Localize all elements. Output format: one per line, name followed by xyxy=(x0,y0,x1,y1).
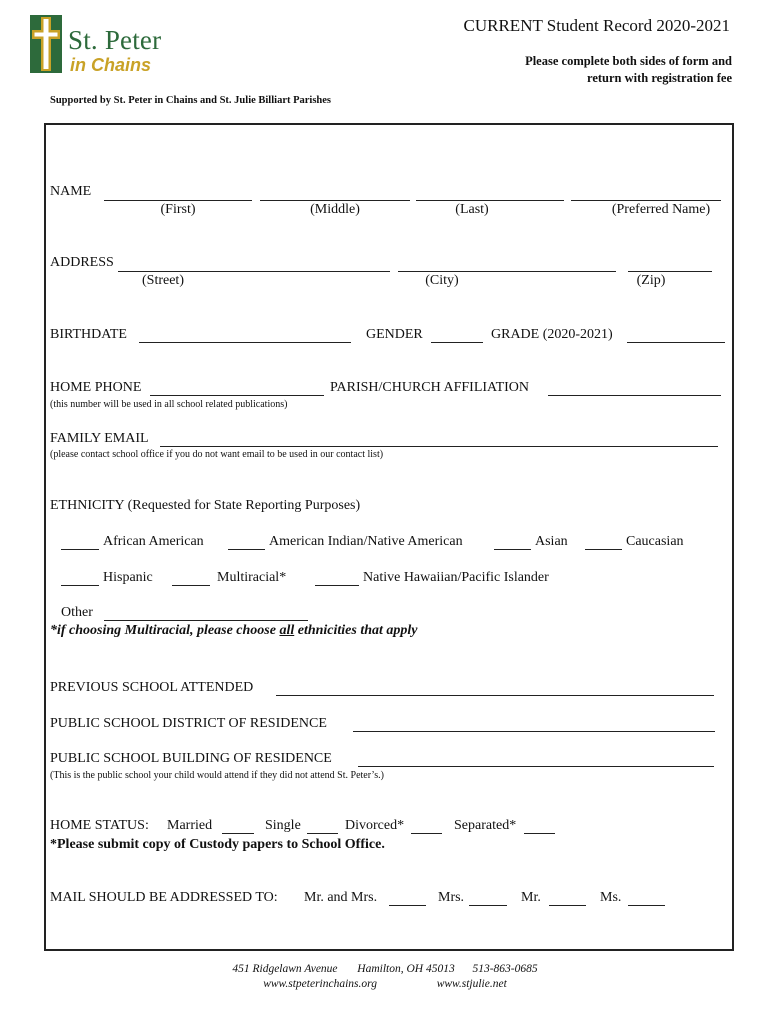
name-label: NAME xyxy=(50,184,92,199)
hispanic-blank[interactable] xyxy=(61,585,99,586)
home-status-label: HOME STATUS: xyxy=(50,818,149,833)
caucasian-label: Caucasian xyxy=(626,534,684,549)
previous-school-field[interactable] xyxy=(276,695,714,696)
other-label: Other xyxy=(61,605,93,620)
african-american-label: African American xyxy=(103,534,204,549)
page-title: CURRENT Student Record 2020-2021 xyxy=(463,16,730,35)
gender-label: GENDER xyxy=(366,327,423,342)
home-phone-field[interactable] xyxy=(150,395,324,396)
phone-note: (this number will be used in all school related publications) xyxy=(50,399,288,410)
grade-field[interactable] xyxy=(627,342,725,343)
instructions xyxy=(525,53,732,87)
middle-label: (Middle) xyxy=(310,202,360,217)
mr-label: Mr. xyxy=(521,890,541,905)
family-email-field[interactable] xyxy=(160,446,718,447)
parish-label: PARISH/CHURCH AFFILIATION xyxy=(330,380,530,395)
mr-blank[interactable] xyxy=(549,905,586,906)
multiracial-label: Multiracial* xyxy=(217,570,287,585)
district-field[interactable] xyxy=(353,731,715,732)
last-label: (Last) xyxy=(455,202,489,217)
mr-and-mrs-blank[interactable] xyxy=(389,905,426,906)
native-american-blank[interactable] xyxy=(228,549,265,550)
logo-text-sub: in Chains xyxy=(70,55,152,75)
mrs-label: Mrs. xyxy=(438,890,465,905)
divorced-blank[interactable] xyxy=(411,833,442,834)
building-note: (This is the public school your child would attend if they did not attend St. Peter’s.) xyxy=(50,770,384,781)
ms-label: Ms. xyxy=(600,890,622,905)
preferred-name-field[interactable] xyxy=(571,200,721,201)
asian-blank[interactable] xyxy=(494,549,531,550)
single-label: Single xyxy=(265,818,301,833)
city-field[interactable] xyxy=(398,271,616,272)
address-label: ADDRESS xyxy=(50,255,114,270)
ms-blank[interactable] xyxy=(628,905,665,906)
hispanic-label: Hispanic xyxy=(103,570,153,585)
multiracial-note-pre: *if choosing Multiracial, please choose xyxy=(50,623,280,638)
zip-field[interactable] xyxy=(628,271,712,272)
footer-address: 451 Ridgelawn Avenue xyxy=(232,963,338,975)
multiracial-note-all: all xyxy=(279,623,295,638)
district-label: PUBLIC SCHOOL DISTRICT OF RESIDENCE xyxy=(50,716,327,731)
african-american-blank[interactable] xyxy=(61,549,99,550)
footer-web-stjulie[interactable]: www.stjulie.net xyxy=(436,978,507,990)
footer-web xyxy=(0,978,770,990)
birthdate-label: BIRTHDATE xyxy=(50,327,127,342)
city-label: (City) xyxy=(425,273,459,288)
mail-label: MAIL SHOULD BE ADDRESSED TO: xyxy=(50,890,278,905)
gender-field[interactable] xyxy=(431,342,483,343)
zip-label: (Zip) xyxy=(636,273,666,288)
home-phone-label: HOME PHONE xyxy=(50,380,142,395)
hawaiian-blank[interactable] xyxy=(315,585,359,586)
email-note: (please contact school office if you do not want email to be used in our contact list) xyxy=(50,449,384,460)
first-label: (First) xyxy=(160,202,196,217)
separated-label: Separated* xyxy=(454,818,517,833)
caucasian-blank[interactable] xyxy=(585,549,622,550)
school-logo xyxy=(26,13,186,75)
street-field[interactable] xyxy=(118,271,390,272)
mr-and-mrs-label: Mr. and Mrs. xyxy=(304,890,378,905)
footer-phone: 513-863-0685 xyxy=(472,963,538,975)
other-field[interactable] xyxy=(104,620,308,621)
building-field[interactable] xyxy=(358,766,714,767)
previous-school-label: PREVIOUS SCHOOL ATTENDED xyxy=(50,680,254,695)
married-blank[interactable] xyxy=(222,833,254,834)
instruction-line-2: return with registration fee xyxy=(587,71,732,85)
middle-name-field[interactable] xyxy=(260,200,410,201)
building-label: PUBLIC SCHOOL BUILDING OF RESIDENCE xyxy=(50,751,332,766)
mrs-blank[interactable] xyxy=(469,905,507,906)
asian-label: Asian xyxy=(535,534,568,549)
multiracial-note xyxy=(50,623,418,639)
divorced-label: Divorced* xyxy=(345,818,405,833)
ethnicity-label: ETHNICITY (Requested for State Reporting Purposes) xyxy=(50,498,361,513)
first-name-field[interactable] xyxy=(104,200,252,201)
last-name-field[interactable] xyxy=(416,200,564,201)
parish-field[interactable] xyxy=(548,395,721,396)
footer-city: Hamilton, OH 45013 xyxy=(357,963,455,975)
multiracial-note-post: ethnicities that apply xyxy=(294,623,418,638)
native-american-label: American Indian/Native American xyxy=(269,534,463,549)
married-label: Married xyxy=(167,818,213,833)
footer-contact xyxy=(0,963,770,975)
multiracial-blank[interactable] xyxy=(172,585,210,586)
separated-blank[interactable] xyxy=(524,833,555,834)
preferred-label: (Preferred Name) xyxy=(611,202,711,217)
single-blank[interactable] xyxy=(307,833,338,834)
hawaiian-label: Native Hawaiian/Pacific Islander xyxy=(363,570,549,585)
street-label: (Street) xyxy=(142,273,184,288)
grade-label: GRADE (2020-2021) xyxy=(491,327,613,342)
custody-note: *Please submit copy of Custody papers to School Office. xyxy=(50,837,385,852)
family-email-label: FAMILY EMAIL xyxy=(50,431,149,446)
birthdate-field[interactable] xyxy=(139,342,351,343)
logo-text-name: St. Peter xyxy=(68,25,162,55)
cross-icon xyxy=(26,13,66,75)
instruction-line-1: Please complete both sides of form and xyxy=(525,54,732,68)
support-note: Supported by St. Peter in Chains and St. Julie Billiart Parishes xyxy=(50,95,332,106)
footer-web-stpeter[interactable]: www.stpeterinchains.org xyxy=(263,978,377,990)
